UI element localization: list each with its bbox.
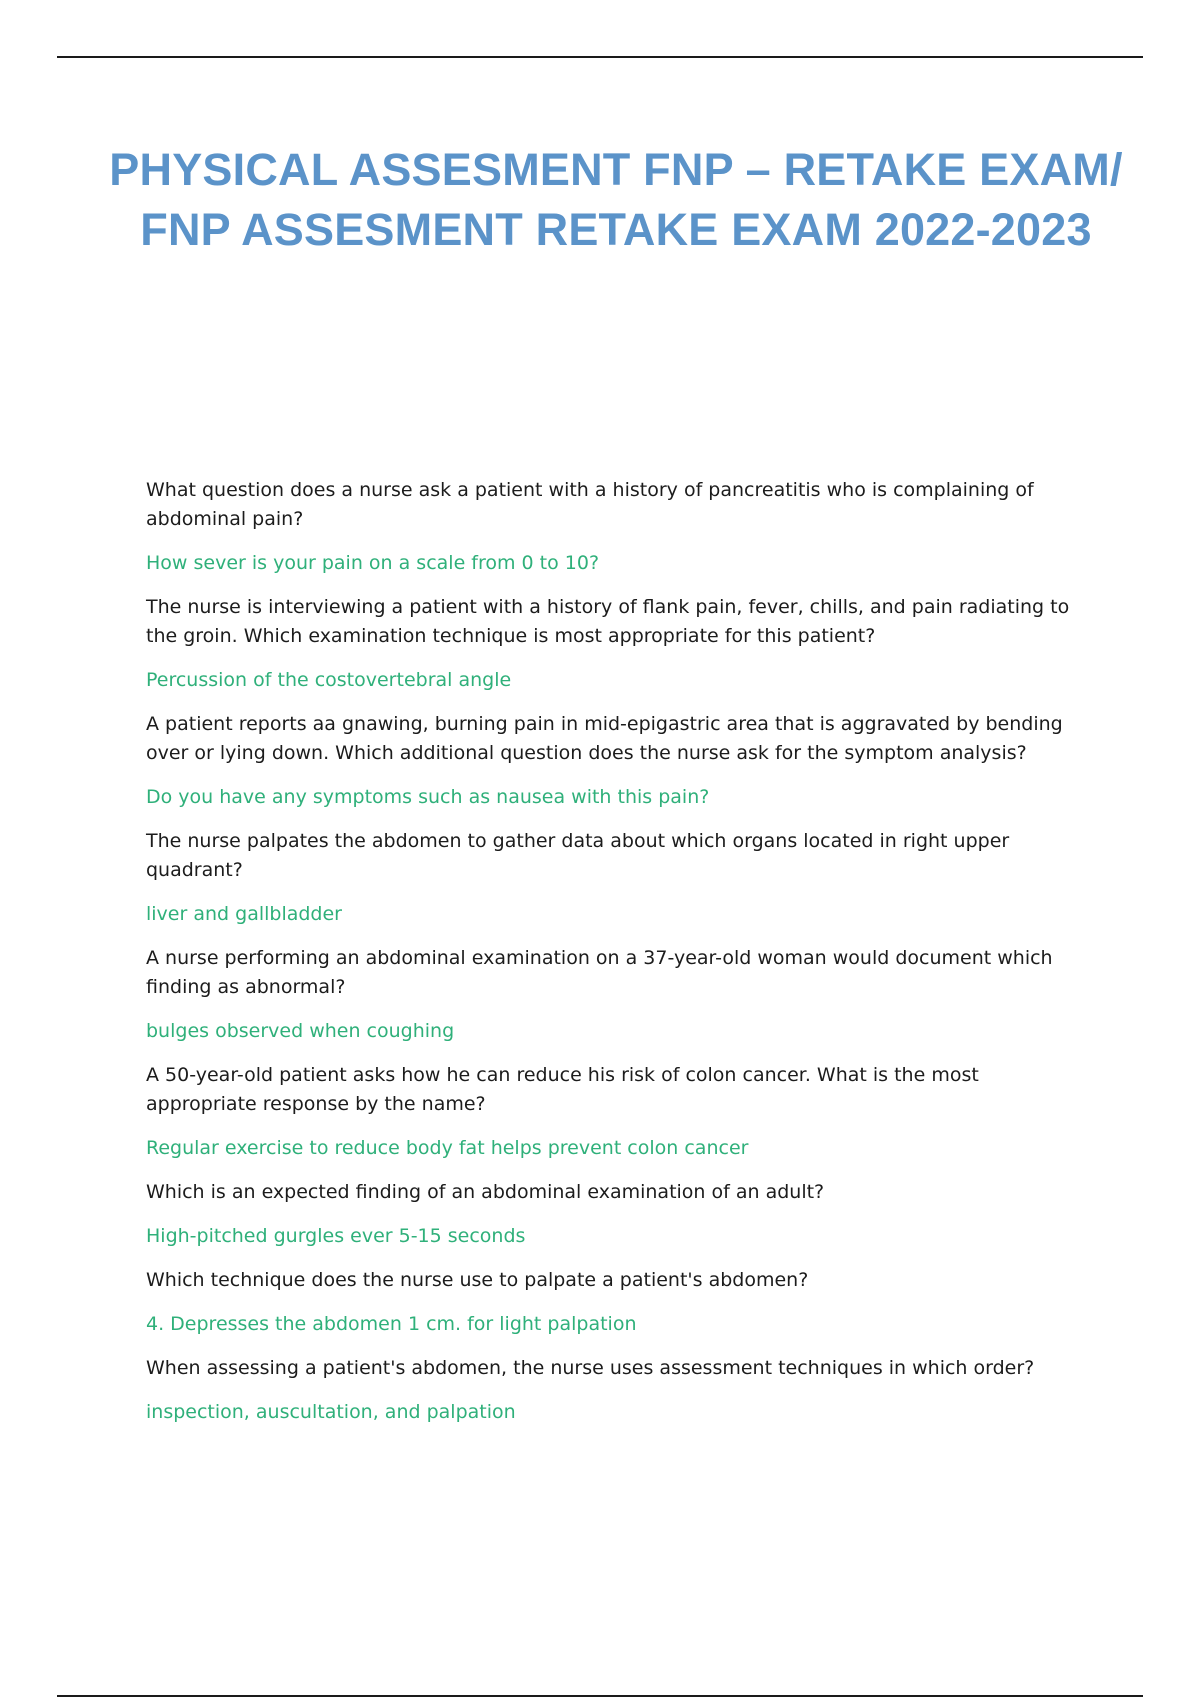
question-2: The nurse is interviewing a patient with a history of flank pain, fever, chills, and pain radiating to the groin. Which examination technique is most appropriate for this patient? <box>146 596 1070 647</box>
question-6: A 50-year-old patient asks how he can reduce his risk of colon cancer. What is the most appropriate response by the name? <box>146 1064 979 1115</box>
answer-4: liver and gallbladder <box>146 903 342 925</box>
answer-1: How sever is your pain on a scale from 0 to 10? <box>146 552 600 574</box>
question-4: The nurse palpates the abdomen to gather data about which organs located in right upper quadrant? <box>146 830 1010 881</box>
question-7: Which is an expected finding of an abdominal examination of an adult? <box>146 1181 825 1203</box>
answer-8: 4. Depresses the abdomen 1 cm. for light palpation <box>146 1313 637 1335</box>
question-8: Which technique does the nurse use to palpate a patient's abdomen? <box>146 1269 809 1291</box>
document-title: PHYSICAL ASSESMENT FNP – RETAKE EXAM/ FNP ASSESMENT RETAKE EXAM 2022-2023 <box>109 144 1123 255</box>
question-5: A nurse performing an abdominal examination on a 37-year-old woman would document which finding as abnormal? <box>146 947 1053 998</box>
question-3: A patient reports aa gnawing, burning pain in mid-epigastric area that is aggravated by bending over or lying down. Which additional question does the nurse ask for the symptom analysis? <box>146 713 1063 764</box>
top-rule <box>57 56 1143 58</box>
answer-2: Percussion of the costovertebral angle <box>146 669 512 691</box>
question-9: When assessing a patient's abdomen, the nurse uses assessment techniques in which order? <box>146 1357 1035 1379</box>
qa-list <box>146 476 1091 1442</box>
bottom-rule <box>57 1695 1143 1697</box>
answer-9: inspection, auscultation, and palpation <box>146 1401 516 1423</box>
answer-7: High-pitched gurgles ever 5-15 seconds <box>146 1225 526 1247</box>
answer-6: Regular exercise to reduce body fat helps prevent colon cancer <box>146 1137 749 1159</box>
answer-3: Do you have any symptoms such as nausea with this pain? <box>146 786 710 808</box>
answer-5: bulges observed when coughing <box>146 1020 455 1042</box>
question-1: What question does a nurse ask a patient with a history of pancreatitis who is complaining of abdominal pain? <box>146 479 1034 530</box>
